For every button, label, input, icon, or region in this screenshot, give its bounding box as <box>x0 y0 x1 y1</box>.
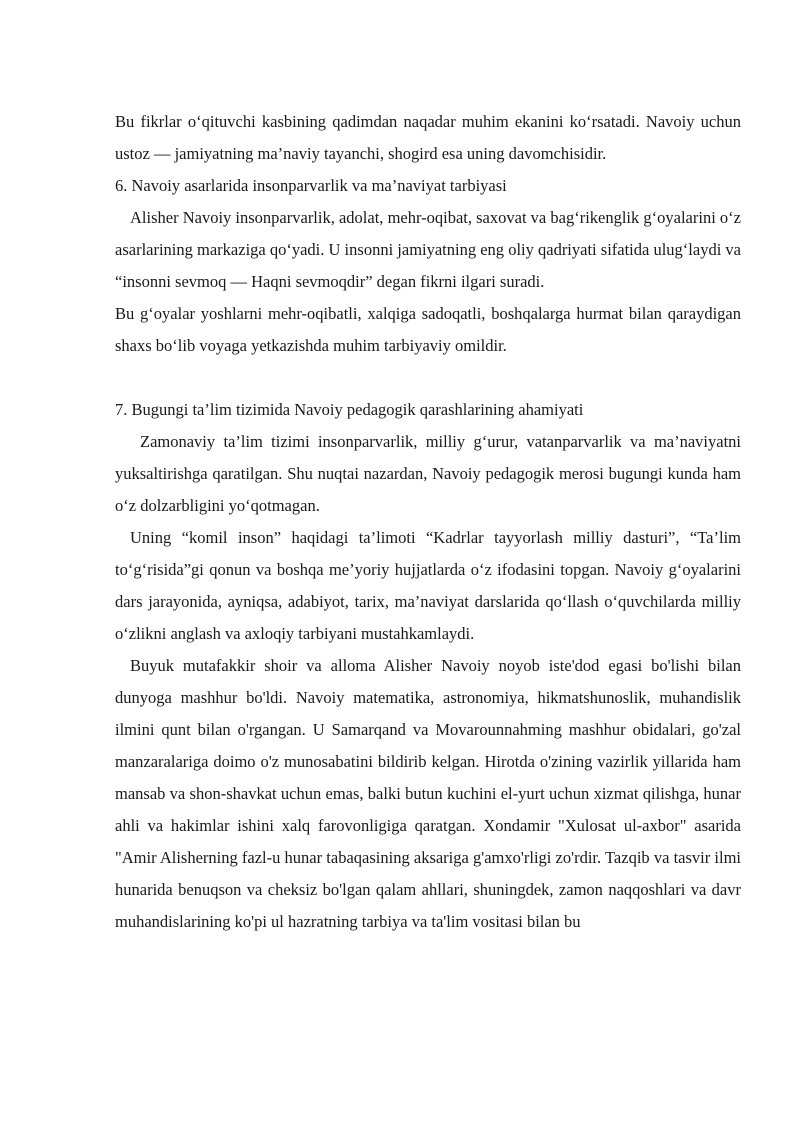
paragraph-humanism: Alisher Navoiy insonparvarlik, adolat, mehr-oqibat, saxovat va bag‘rikenglik g‘oyalarini o‘z asarlarining markaziga qo‘yadi. U insonni jamiyatning eng oliy qadriyati sifatida ulug‘laydi va “insonni sevmoq — Haqni sevmoqdir” degan fikrni ilgari suradi. <box>115 208 741 291</box>
paragraph-great-thinker: Buyuk mutafakkir shoir va alloma Alisher Navoiy noyob iste'dod egasi bo'lishi bilan dunyoga mashhur bo'ldi. Navoiy matematika, astronomiya, hikmatshunoslik, muhandislik ilmini qunt bilan o'rgangan. U Samarqand va Movarounnahming mashhur obidalari, go'zal manzaralariga doimo o'z munosabatini bildirib kelgan. Hirotda o'zining vazirlik yillarida ham mansab va shon-shavkat uchun emas, balki butun kuchini el-yurt uchun xizmat qilishga, hunar ahli va hakimlar ishini xalq farovonligiga qaratgan. Xondamir "Xulosat ul-axbor" asarida "Amir Alisherning fazl-u hunar tabaqasining aksariga g'amxo'rligi zo'rdir. Tazqib va tasvir ilmi hunarida benuqson va cheksiz bo'lgan qalam ahllari, shuningdek, zamon naqqoshlari va davr muhandislarining ko'pi ul hazratning tarbiya va ta'lim vositasi bilan bu <box>115 656 741 931</box>
paragraph-youth-upbringing: Bu g‘oyalar yoshlarni mehr-oqibatli, xalqiga sadoqatli, boshqalarga hurmat bilan qaraydigan shaxs bo‘lib voyaga yetkazishda muhim tarbiyaviy omildir. <box>115 304 741 355</box>
section-heading-6: 6. Navoiy asarlarida insonparvarlik va ma’naviyat tarbiyasi <box>115 176 507 195</box>
document-page <box>115 106 741 938</box>
section-heading-7: 7. Bugungi ta’lim tizimida Navoiy pedagogik qarashlarining ahamiyati <box>115 400 584 419</box>
paragraph-spacer <box>115 362 741 394</box>
paragraph-perfect-human: Uning “komil inson” haqidagi ta’limoti “Kadrlar tayyorlash milliy dasturi”, “Ta’lim to‘g‘risida”gi qonun va boshqa me’yoriy hujjatlarda o‘z ifodasini topgan. Navoiy g‘oyalarini dars jarayonida, ayniqsa, adabiyot, tarix, ma’naviyat darslarida qo‘llash o‘quvchilarda milliy o‘zlikni anglash va axloqiy tarbiyani mustahkamlaydi. <box>115 528 741 643</box>
paragraph-modern-education: Zamonaviy ta’lim tizimi insonparvarlik, milliy g‘urur, vatanparvarlik va ma’naviyatni yuksaltirishga qaratilgan. Shu nuqtai nazardan, Navoiy pedagogik merosi bugungi kunda ham o‘z dolzarbligini yo‘qotmagan. <box>115 432 741 515</box>
paragraph-teacher-profession: Bu fikrlar o‘qituvchi kasbining qadimdan naqadar muhim ekanini ko‘rsatadi. Navoiy uchun ustoz — jamiyatning ma’naviy tayanchi, shogird esa uning davomchisidir. <box>115 112 741 163</box>
